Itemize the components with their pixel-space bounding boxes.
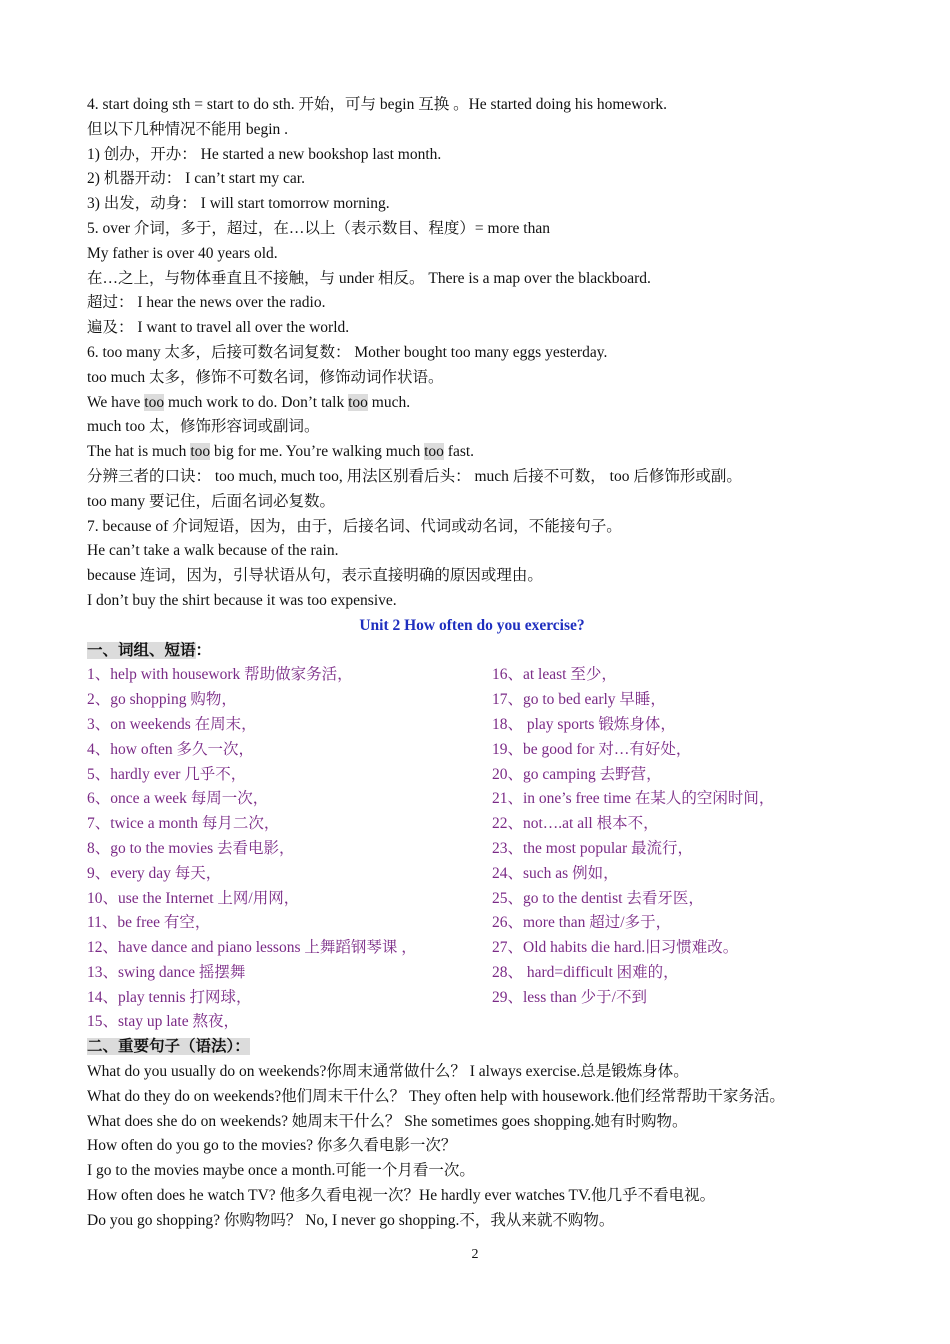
highlighted-word: too <box>144 393 165 411</box>
section-heading-text: 语法 <box>195 1038 227 1056</box>
text-run: big for me. You’re walking much <box>210 443 425 461</box>
note-line: 4. start doing sth = start to do sth. 开始，可与 begin 互换 。He started doing his homework. <box>87 96 668 113</box>
note-line: 遍及： I want to travel all over the world. <box>87 319 350 337</box>
vocab-item: 14、play tennis 打网球， <box>87 988 252 1006</box>
vocab-item: 11、be free 有空， <box>87 914 211 932</box>
vocab-item: 2、go shopping 购物， <box>87 691 237 709</box>
note-line: 分辨三者的口诀： too much, much too, 用法区别看后头： much 后接不可数， too 后修饰形或副。 <box>87 467 742 485</box>
note-line: 在…之上，与物体垂直且不接触，与 under 相反。 There is a map over the blackboard. <box>87 269 651 287</box>
note-line: because 连词，因为，引导状语从句，表示直接明确的原因或理由。 <box>87 567 543 585</box>
vocab-item: 26、more than 超过/多于， <box>492 914 672 932</box>
vocab-item: 18、 play sports 锻炼身体， <box>492 715 676 733</box>
highlighted-word: too <box>424 443 444 461</box>
highlighted-word: too <box>348 393 368 411</box>
vocab-item: 19、be good for 对…有好处， <box>492 740 692 758</box>
note-line: 超过： I hear the news over the radio. <box>87 294 326 312</box>
vocab-item: 27、Old habits die hard.旧习惯难改。 <box>492 939 739 957</box>
note-line: 3) 出发，动身： I will start tomorrow morning. <box>87 195 390 213</box>
example-line-hat <box>87 440 877 465</box>
section-heading-text: 二、重要句子（ <box>87 1038 196 1056</box>
vocab-item: 3、on weekends 在周末， <box>87 715 257 733</box>
note-line: 但以下几种情况不能用 begin . <box>87 120 289 138</box>
section-heading-text: 语 <box>180 641 196 659</box>
note-line: My father is over 40 years old. <box>87 244 278 262</box>
text-run: much. <box>367 393 411 411</box>
section-heading-text: ： <box>195 641 212 659</box>
vocab-item: 28、 hard=difficult 困难的， <box>492 963 679 981</box>
vocab-item: 15、stay up late 熬夜， <box>87 1013 239 1031</box>
vocab-item: 5、hardly ever 几乎不， <box>87 765 247 783</box>
sentence-line: How often does he watch TV? 他多久看电视一次？He hardly ever watches TV.他几乎不看电视。 <box>87 1187 716 1205</box>
text-run: We have <box>87 393 145 411</box>
vocab-item: 24、such as 例如， <box>492 864 619 882</box>
example-line-we-have <box>87 391 877 416</box>
text-run: fast. <box>443 443 475 461</box>
sentence-line: What do they do on weekends?他们周末干什么？ They often help with housework.他们经常帮助干家务活。 <box>87 1087 785 1105</box>
sentence-line: What do you usually do on weekends?你周末通常做什么？ I always exercise.总是锻炼身体。 <box>87 1063 689 1081</box>
vocab-item: 9、every day 每天， <box>87 864 222 882</box>
vocab-item: 29、less than 少于/不到 <box>492 988 647 1006</box>
note-line: too many 要记住，后面名词必复数。 <box>87 492 335 510</box>
vocab-item: 20、go camping 去野营， <box>492 765 662 783</box>
sentence-line: I go to the movies maybe once a month.可能一个月看一次。 <box>87 1162 475 1180</box>
vocab-item: 8、go to the movies 去看电影， <box>87 839 295 857</box>
vocab-item: 6、once a week 每周一次， <box>87 790 269 808</box>
vocab-item: 22、not….at all 根本不， <box>492 815 659 833</box>
note-line: He can’t take a walk because of the rain. <box>87 542 339 560</box>
vocab-item: 23、the most popular 最流行， <box>492 839 694 857</box>
vocab-empty-cell <box>492 1010 877 1035</box>
note-line: 5. over 介词，多于，超过，在…以上（表示数目、程度）= more than <box>87 219 550 237</box>
text-run: much work to do. Don’t talk <box>164 393 349 411</box>
note-line: 1) 创办，开办： He started a new bookshop last month. <box>87 145 442 163</box>
vocab-item: 12、have dance and piano lessons 上舞蹈钢琴课 ， <box>87 939 417 957</box>
section-heading-text: 一、词组、短 <box>87 641 181 659</box>
section-heading-sentences <box>87 1035 877 1060</box>
page-number: 2 <box>471 1247 479 1262</box>
vocab-item: 16、at least 至少， <box>492 666 617 684</box>
vocab-item: 1、help with housework 帮助做家务活， <box>87 666 353 684</box>
sentence-line: Do you go shopping? 你购物吗？ No, I never go shopping.不，我从来就不购物。 <box>87 1211 615 1229</box>
sentence-line: What does she do on weekends? 她周末干什么？ She sometimes goes shopping.她有时购物。 <box>87 1112 688 1130</box>
section-heading-text: ）： <box>226 1038 250 1056</box>
section-heading-phrases <box>87 639 877 664</box>
page-content <box>87 93 877 1234</box>
note-line: much too 太，修饰形容词或副词。 <box>87 418 320 436</box>
vocab-item: 25、go to the dentist 去看牙医， <box>492 889 704 907</box>
note-line: 2) 机器开动： I can’t start my car. <box>87 170 305 188</box>
note-line: I don’t buy the shirt because it was too expensive. <box>87 591 397 609</box>
sentence-line: How often do you go to the movies? 你多久看电影一次？ <box>87 1137 457 1155</box>
vocab-item: 10、use the Internet 上网/用网， <box>87 889 300 907</box>
vocab-item: 7、twice a month 每月二次， <box>87 815 280 833</box>
unit-title: Unit 2 How often do you exercise? <box>359 616 585 634</box>
note-line: too much 太多，修饰不可数名词，修饰动词作状语。 <box>87 368 444 386</box>
note-line: 6. too many 太多，后接可数名词复数： Mother bought too many eggs yesterday. <box>87 343 608 361</box>
note-line: 7. because of 介词短语，因为，由于，后接名词、代词或动名词，不能接句子。 <box>87 517 622 535</box>
vocab-item: 17、go to bed early 早睡， <box>492 691 666 709</box>
vocab-item: 21、in one’s free time 在某人的空闲时间， <box>492 790 775 808</box>
text-run: The hat is much <box>87 443 191 461</box>
vocab-item: 13、swing dance 摇摆舞 <box>87 963 246 981</box>
vocab-item: 4、how often 多久一次， <box>87 740 255 758</box>
highlighted-word: too <box>190 443 211 461</box>
vocab-grid <box>87 663 877 1035</box>
